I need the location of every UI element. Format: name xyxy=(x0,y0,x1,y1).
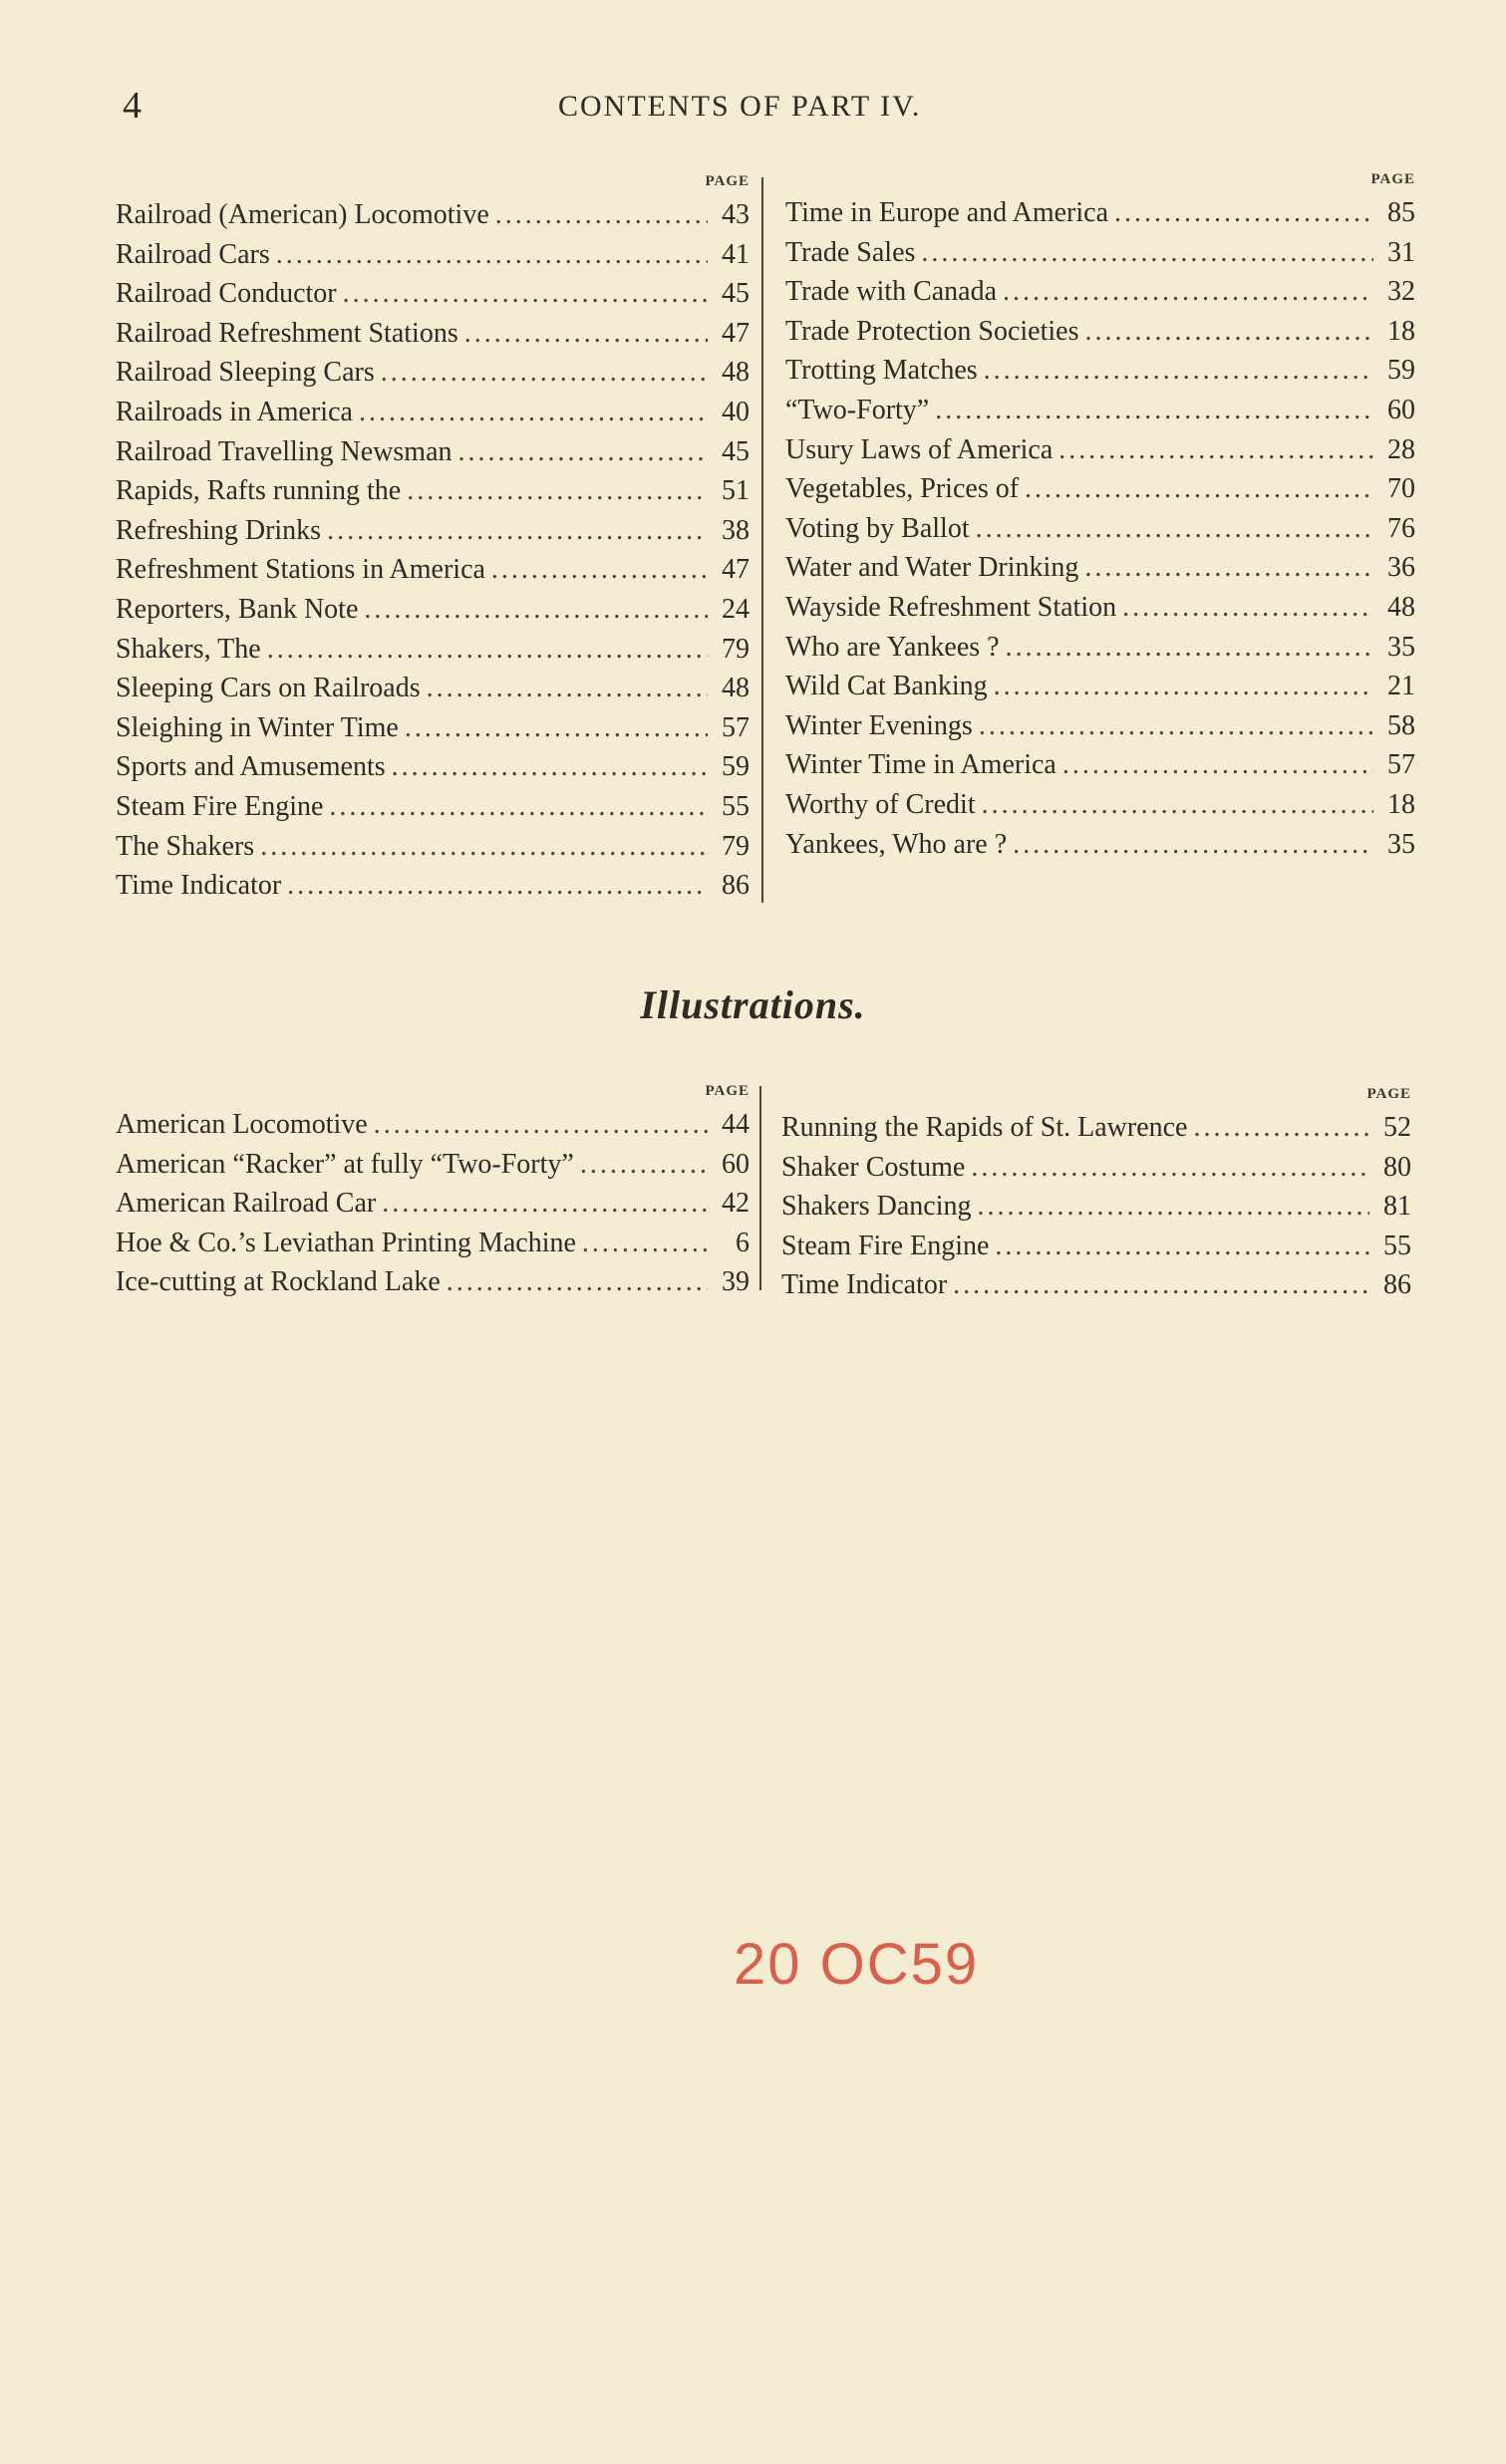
entry-page-number: 86 xyxy=(722,870,750,902)
entry-page-number: 86 xyxy=(1383,1269,1411,1301)
entry-page-number: 44 xyxy=(722,1109,750,1140)
dot-leader xyxy=(1193,1108,1369,1148)
dot-leader xyxy=(364,590,708,630)
toc-entry xyxy=(785,706,1415,746)
toc-entry xyxy=(785,430,1415,470)
entry-page-number: 35 xyxy=(1387,828,1415,860)
entry-title: Reporters, Bank Note xyxy=(116,593,359,625)
entry-title: Refreshing Drinks xyxy=(116,514,322,546)
toc-entry xyxy=(116,1105,750,1145)
entry-page-number: 31 xyxy=(1387,236,1415,268)
entry-page-number: 48 xyxy=(722,673,750,704)
entry-page-number: 18 xyxy=(1387,788,1415,820)
entry-page-number: 57 xyxy=(722,711,750,743)
contents-left-column xyxy=(116,173,750,906)
dot-leader xyxy=(1006,628,1373,668)
illustrations-right-column xyxy=(781,1086,1411,1305)
entry-title: Time Indicator xyxy=(116,870,282,902)
dot-leader xyxy=(392,747,708,787)
toc-entry xyxy=(116,432,750,472)
dot-leader xyxy=(994,667,1373,706)
entry-title: Water and Water Drinking xyxy=(785,552,1079,584)
toc-entry xyxy=(116,827,750,867)
entry-page-number: 59 xyxy=(1387,355,1415,387)
dot-leader xyxy=(976,509,1373,549)
page-column-label: PAGE xyxy=(705,1083,750,1099)
dot-leader xyxy=(971,1148,1369,1188)
toc-entry xyxy=(116,393,750,432)
illustrations-left-column xyxy=(116,1083,750,1302)
toc-entry xyxy=(785,509,1415,549)
entry-page-number: 76 xyxy=(1387,512,1415,544)
entry-title: Usury Laws of America xyxy=(785,433,1054,465)
toc-entry xyxy=(785,628,1415,668)
entry-title: American Locomotive xyxy=(116,1109,368,1140)
entry-title: Voting by Ballot xyxy=(785,512,970,544)
toc-entry xyxy=(781,1108,1411,1148)
toc-entry xyxy=(785,193,1415,233)
toc-entry xyxy=(116,511,750,551)
entry-page-number: 58 xyxy=(1387,709,1415,741)
page-column-label: PAGE xyxy=(1366,1086,1411,1102)
toc-entry xyxy=(785,745,1415,785)
entry-page-number: 60 xyxy=(722,1148,750,1180)
dot-leader xyxy=(464,314,708,354)
dot-leader xyxy=(276,235,708,275)
toc-entry xyxy=(116,471,750,511)
toc-entry xyxy=(785,233,1415,273)
dot-leader xyxy=(374,1105,708,1145)
toc-entry xyxy=(781,1148,1411,1188)
dot-leader xyxy=(1122,588,1373,628)
toc-entry xyxy=(785,391,1415,430)
toc-entry xyxy=(116,669,750,708)
entry-title: Yankees, Who are ? xyxy=(785,828,1008,860)
entry-title: Wayside Refreshment Station xyxy=(785,591,1117,623)
dot-leader xyxy=(382,1184,708,1224)
column-divider xyxy=(761,177,763,903)
contents-right-column xyxy=(785,171,1415,864)
dot-leader xyxy=(582,1224,708,1263)
entry-title: Railroad Travelling Newsman xyxy=(116,435,452,467)
entry-title: Refreshment Stations in America xyxy=(116,554,485,586)
toc-entry xyxy=(785,272,1415,312)
entry-title: Railroad Conductor xyxy=(116,278,337,310)
entry-page-number: 59 xyxy=(722,751,750,783)
dot-leader xyxy=(1003,272,1373,312)
entry-title: Worthy of Credit xyxy=(785,788,976,820)
entry-title: Railroad (American) Locomotive xyxy=(116,199,489,230)
entry-page-number: 51 xyxy=(722,475,750,507)
entry-title: Shakers, The xyxy=(116,633,261,665)
dot-leader xyxy=(1013,825,1373,865)
entry-title: Time Indicator xyxy=(781,1269,948,1301)
dot-leader xyxy=(458,432,708,472)
dot-leader xyxy=(982,785,1373,825)
entry-title: The Shakers xyxy=(116,830,255,862)
entry-page-number: 24 xyxy=(722,593,750,625)
toc-entry xyxy=(116,866,750,906)
entry-title: Hoe & Co.’s Leviathan Printing Machine xyxy=(116,1227,576,1258)
dot-leader xyxy=(343,274,708,314)
dot-leader xyxy=(979,706,1373,746)
entry-title: Who are Yankees ? xyxy=(785,631,1000,663)
entry-title: Railroad Cars xyxy=(116,238,270,270)
entry-page-number: 57 xyxy=(1387,749,1415,781)
column-divider xyxy=(759,1086,761,1290)
toc-entry xyxy=(116,630,750,670)
entry-title: Vegetables, Prices of xyxy=(785,473,1020,505)
entry-title: Shakers Dancing xyxy=(781,1191,972,1223)
dot-leader xyxy=(495,195,708,235)
entry-page-number: 41 xyxy=(722,238,750,270)
entry-page-number: 79 xyxy=(722,830,750,862)
toc-entry xyxy=(785,667,1415,706)
dot-leader xyxy=(267,630,708,670)
entry-title: “Two-Forty” xyxy=(785,394,930,425)
dot-leader xyxy=(953,1265,1369,1305)
toc-entry xyxy=(116,195,750,235)
toc-entry xyxy=(116,590,750,630)
entry-page-number: 52 xyxy=(1383,1112,1411,1143)
entry-page-number: 42 xyxy=(722,1188,750,1220)
entry-page-number: 45 xyxy=(722,435,750,467)
dot-leader xyxy=(984,351,1373,391)
entry-title: American Railroad Car xyxy=(116,1188,377,1220)
page-column-label: PAGE xyxy=(1370,171,1415,187)
toc-entry xyxy=(116,353,750,393)
dot-leader xyxy=(995,1227,1369,1266)
toc-entry xyxy=(116,235,750,275)
dot-leader xyxy=(447,1262,708,1302)
dot-leader xyxy=(921,233,1373,273)
toc-entry xyxy=(785,312,1415,352)
illustrations-heading: Illustrations. xyxy=(640,982,866,1027)
entry-title: Sleighing in Winter Time xyxy=(116,711,399,743)
entry-page-number: 43 xyxy=(722,199,750,230)
dot-leader xyxy=(1084,312,1373,352)
entry-title: Wild Cat Banking xyxy=(785,671,988,702)
toc-entry xyxy=(785,785,1415,825)
running-head: CONTENTS OF PART IV. xyxy=(558,90,922,123)
entry-page-number: 38 xyxy=(722,514,750,546)
dot-leader xyxy=(381,353,708,393)
entry-title: Steam Fire Engine xyxy=(116,790,324,822)
toc-entry xyxy=(116,747,750,787)
toc-entry xyxy=(116,550,750,590)
entry-page-number: 36 xyxy=(1387,552,1415,584)
dot-leader xyxy=(359,393,708,432)
toc-entry xyxy=(116,1262,750,1302)
toc-entry xyxy=(116,1224,750,1263)
page-number: 4 xyxy=(123,85,142,127)
toc-entry xyxy=(781,1227,1411,1266)
entry-page-number: 21 xyxy=(1387,671,1415,702)
dot-leader xyxy=(327,511,708,551)
dot-leader xyxy=(427,669,708,708)
entry-page-number: 6 xyxy=(736,1227,750,1258)
entry-page-number: 79 xyxy=(722,633,750,665)
entry-title: Winter Time in America xyxy=(785,749,1056,781)
entry-page-number: 55 xyxy=(1383,1230,1411,1261)
entry-title: Sports and Amusements xyxy=(116,751,386,783)
toc-entry xyxy=(785,351,1415,391)
dot-leader xyxy=(1058,430,1373,470)
entry-title: Shaker Costume xyxy=(781,1151,966,1183)
entry-page-number: 40 xyxy=(722,396,750,427)
entry-page-number: 81 xyxy=(1383,1191,1411,1223)
entry-page-number: 47 xyxy=(722,317,750,349)
entry-title: Railroad Sleeping Cars xyxy=(116,357,375,389)
entry-title: Railroads in America xyxy=(116,396,353,427)
dot-leader xyxy=(1114,193,1373,233)
dot-leader xyxy=(407,471,708,511)
entry-title: Trade Protection Societies xyxy=(785,315,1079,347)
entry-title: Trotting Matches xyxy=(785,355,978,387)
toc-entry xyxy=(116,1145,750,1185)
entry-title: Trade with Canada xyxy=(785,276,998,308)
entry-title: Trade Sales xyxy=(785,236,916,268)
toc-entry xyxy=(781,1265,1411,1305)
entry-title: Time in Europe and America xyxy=(785,197,1109,228)
entry-page-number: 32 xyxy=(1387,276,1415,308)
entry-page-number: 48 xyxy=(722,357,750,389)
entry-page-number: 28 xyxy=(1387,433,1415,465)
entry-page-number: 47 xyxy=(722,554,750,586)
entry-title: Steam Fire Engine xyxy=(781,1230,990,1261)
entry-page-number: 18 xyxy=(1387,315,1415,347)
page-column-label: PAGE xyxy=(705,173,750,189)
dot-leader xyxy=(287,866,708,906)
entry-page-number: 48 xyxy=(1387,591,1415,623)
entry-page-number: 85 xyxy=(1387,197,1415,228)
toc-entry xyxy=(785,588,1415,628)
entry-page-number: 60 xyxy=(1387,394,1415,425)
entry-title: Ice-cutting at Rockland Lake xyxy=(116,1266,441,1298)
toc-entry xyxy=(116,708,750,748)
dot-leader xyxy=(978,1187,1369,1227)
dot-leader xyxy=(580,1145,708,1185)
toc-entry xyxy=(785,825,1415,865)
entry-page-number: 39 xyxy=(722,1266,750,1298)
dot-leader xyxy=(1025,469,1373,509)
entry-title: Railroad Refreshment Stations xyxy=(116,317,458,349)
entry-title: Sleeping Cars on Railroads xyxy=(116,673,421,704)
dot-leader xyxy=(1084,548,1373,588)
toc-entry xyxy=(116,1184,750,1224)
toc-entry xyxy=(116,787,750,827)
toc-entry xyxy=(781,1187,1411,1227)
toc-entry xyxy=(785,548,1415,588)
dot-leader xyxy=(1062,745,1373,785)
toc-entry xyxy=(116,274,750,314)
toc-entry xyxy=(785,469,1415,509)
entry-page-number: 80 xyxy=(1383,1151,1411,1183)
entry-title: Running the Rapids of St. Lawrence xyxy=(781,1112,1188,1143)
entry-title: Winter Evenings xyxy=(785,709,973,741)
entry-page-number: 35 xyxy=(1387,631,1415,663)
entry-page-number: 45 xyxy=(722,278,750,310)
entry-title: American “Racker” at fully “Two-Forty” xyxy=(116,1148,574,1180)
library-date-stamp: 20 OC59 xyxy=(734,1932,980,1997)
dot-leader xyxy=(935,391,1373,430)
dot-leader xyxy=(405,708,708,748)
dot-leader xyxy=(491,550,708,590)
entry-title: Rapids, Rafts running the xyxy=(116,475,402,507)
toc-entry xyxy=(116,314,750,354)
dot-leader xyxy=(260,827,708,867)
entry-page-number: 55 xyxy=(722,790,750,822)
dot-leader xyxy=(329,787,708,827)
entry-page-number: 70 xyxy=(1387,473,1415,505)
